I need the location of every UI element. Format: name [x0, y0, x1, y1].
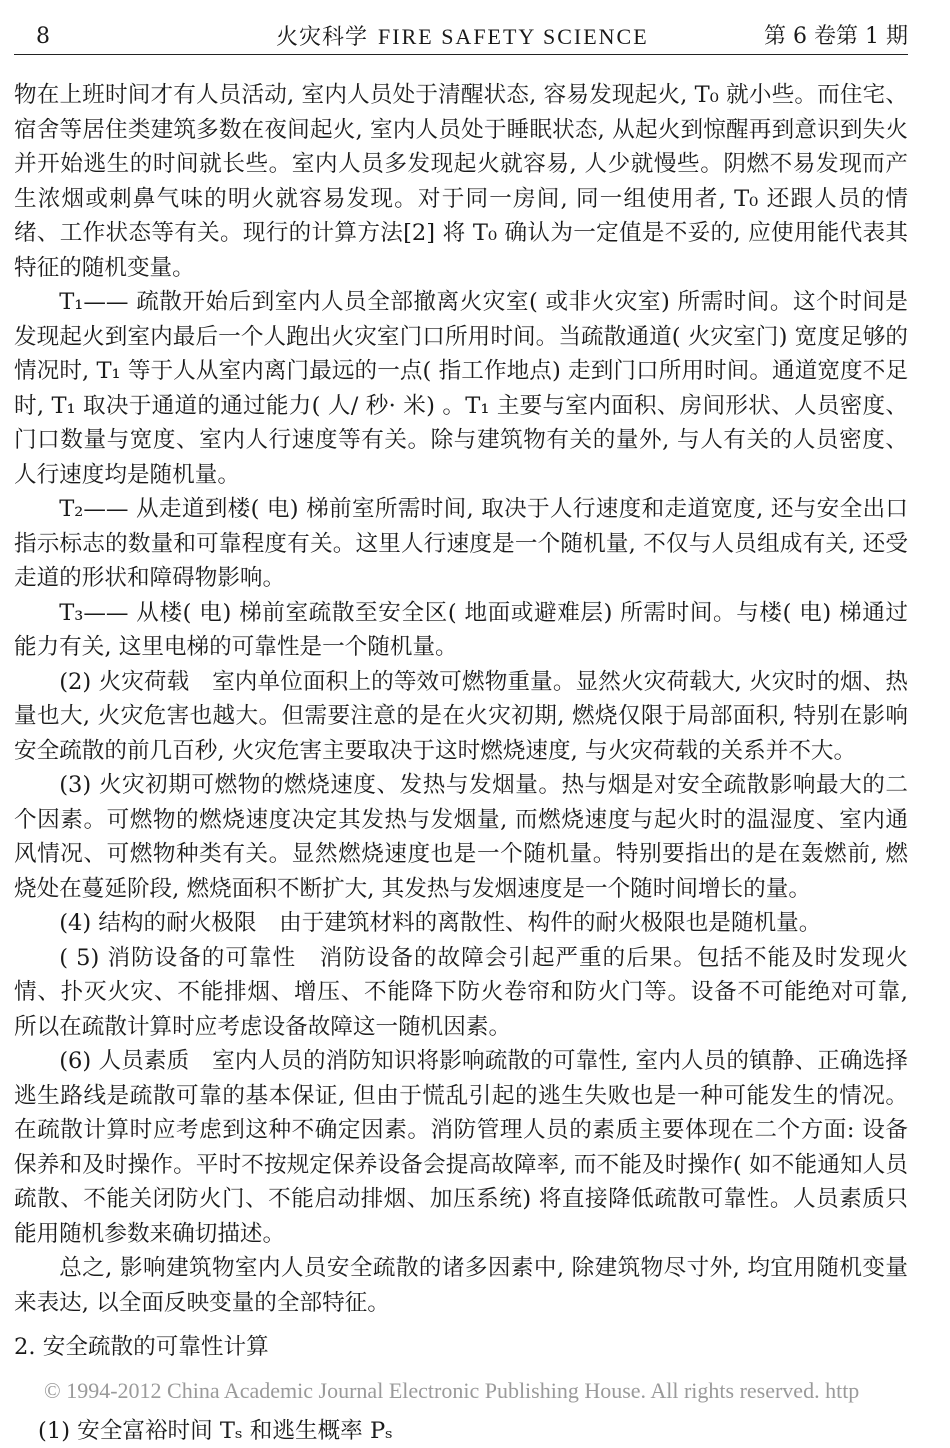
journal-title-en: FIRE SAFETY SCIENCE	[378, 24, 649, 49]
paragraph-fire-load: (2) 火灾荷载 室内单位面积上的等效可燃物重量。显然火灾荷载大, 火灾时的烟、热量也大, 火灾危害也越大。但需要注意的是在火灾初期, 燃烧仅限于局部面积, 特别在影响安全疏散的前几百秒, 火灾危害主要取决于这时燃烧速度, 与火灾荷载的关系并不大。	[14, 668, 908, 764]
paragraph-fire-resistance: (4) 结构的耐火极限 由于建筑材料的离散性、构件的耐火极限也是随机量。	[59, 910, 822, 936]
subsection-heading: (1) 安全富裕时间 Tₛ 和逃生概率 Pₛ	[38, 1418, 393, 1444]
running-header	[14, 20, 908, 55]
page-number: 8	[36, 24, 50, 49]
section-heading: 2. 安全疏散的可靠性计算	[14, 1334, 269, 1360]
paragraph-equipment-reliability: ( 5) 消防设备的可靠性 消防设备的故障会引起严重的后果。包括不能及时发现火情、扑灭火灾、不能排烟、增压、不能降下防火卷帘和防火门等。设备不可能绝对可靠, 所以在疏散计算时应考虑设备故障这一随机因素。	[14, 944, 908, 1040]
paragraph-t2: T₂—— 从走道到楼( 电) 梯前室所需时间, 取决于人行速度和走道宽度, 还与安全出口指示标志的数量和可靠程度有关。这里人行速度是一个随机量, 不仅与人员组成有关, 还受走道的形状和障碍物影响。	[14, 496, 908, 591]
journal-title	[276, 22, 649, 53]
paragraph-t1: T₁—— 疏散开始后到室内人员全部撤离火灾室( 或非火灾室) 所需时间。这个时间是发现起火到室内最后一个人跑出火灾室门口所用时间。当疏散通道( 火灾室门) 宽度足够的情况时, T₁ 等于人从室内离门最远的一点( 指工作地点) 走到门口所用时间。通道宽度不足时, T₁ 取决于通道的通过能力( 人/ 秒· 米) 。T₁ 主要与室内面积、房间形状、人员密度、门口数量与宽度、室内人行速度等有关。除与建筑物有关的量外, 与人有关的人员密度、人行速度均是随机量。	[14, 289, 908, 488]
paragraph-personnel-quality: (6) 人员素质 室内人员的消防知识将影响疏散的可靠性, 室内人员的镇静、正确选择逃生路线是疏散可靠的基本保证, 但由于慌乱引起的逃生失败也是一种可能发生的情况。在疏散计算时应考虑到这种不确定因素。消防管理人员的素质主要体现在二个方面: 设备保养和及时操作。平时不按规定保养设备会提高故障率, 而不能及时操作( 如不能通知人员疏散、不能关闭防火门、不能启动排烟、加压系统) 将直接降低疏散可靠性。人员素质只能用随机参数来确切描述。	[14, 1048, 908, 1247]
journal-title-cn: 火灾科学	[276, 25, 369, 50]
paragraph-t3: T₃—— 从楼( 电) 梯前室疏散至安全区( 地面或避难层) 所需时间。与楼( 电) 梯通过能力有关, 这里电梯的可靠性是一个随机量。	[14, 599, 908, 660]
copyright-watermark: © 1994-2012 China Academic Journal Electronic Publishing House. All rights reserved. http	[44, 1378, 860, 1403]
issue-label: 第 6 卷第 1 期	[764, 24, 908, 49]
paragraph-continued: 物在上班时间才有人员活动, 室内人员处于清醒状态, 容易发现起火, T₀ 就小些。而住宅、宿舍等居住类建筑多数在夜间起火, 室内人员处于睡眠状态, 从起火到惊醒再到意识到失火并开始逃生的时间就长些。室内人员多发现起火就容易, 人少就慢些。阴燃不易发现而产生浓烟或刺鼻气味的明火就容易发现。对于同一房间, 同一组使用者, T₀ 还跟人员的情绪、工作状态等有关。现行的计算方法[2] 将 T₀ 确认为一定值是不妥的, 应使用能代表其特征的随机变量。	[14, 82, 908, 281]
article-body	[14, 78, 908, 1373]
paragraph-summary: 总之, 影响建筑物室内人员安全疏散的诸多因素中, 除建筑物尽寸外, 均宜用随机变量来表达, 以全面反映变量的全部特征。	[14, 1255, 908, 1316]
paragraph-burning-rate: (3) 火灾初期可燃物的燃烧速度、发热与发烟量。热与烟是对安全疏散影响最大的二个因素。可燃物的燃烧速度决定其发热与发烟量, 而燃烧速度与起火时的温湿度、室内通风情况、可燃物种类有关。显然燃烧速度也是一个随机量。特别要指出的是在轰燃前, 燃烧处在蔓延阶段, 燃烧面积不断扩大, 其发热与发烟速度是一个随时间增长的量。	[14, 772, 908, 902]
